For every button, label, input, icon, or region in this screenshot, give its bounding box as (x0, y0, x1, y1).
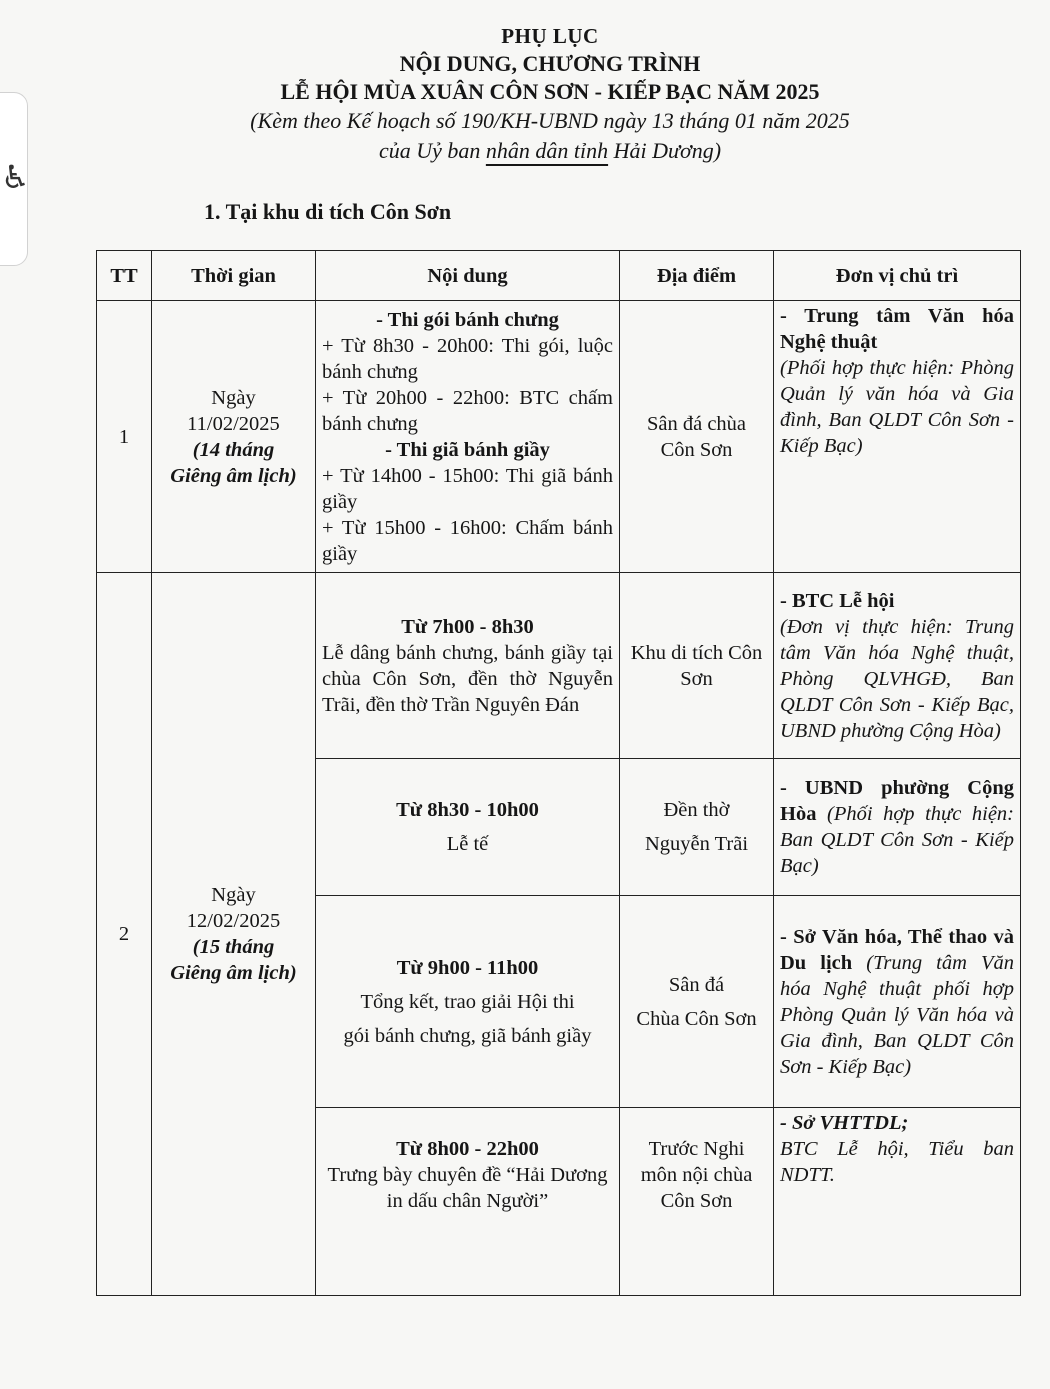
row1-content-item-4: + Từ 15h00 - 16h00: Chấm bánh giầy (322, 516, 613, 565)
row2a-unit (774, 573, 1021, 759)
row2-time-date: 12/02/2025 (186, 910, 281, 932)
row2b-unit-detail: (Phối hợp thực hiện: Ban QLDT Côn Sơn - Kiếp Bạc) (780, 803, 1014, 877)
schedule-table (96, 250, 1021, 1296)
row2c-place-b: Chùa Côn Sơn (636, 1007, 757, 1030)
row2d-text: Trưng bày chuyên đề “Hải Dương in dấu chân Người” (327, 1164, 608, 1212)
row1-tt: 1 (97, 301, 152, 573)
row2b-place-b: Nguyễn Trãi (644, 833, 749, 855)
row2c-unit (774, 896, 1021, 1108)
row2b-unit-main: - UBND phường Cộng Hòa (780, 777, 1014, 825)
row2b-place-a: Đền thờ (663, 799, 730, 821)
row2b-time: Từ 8h30 - 10h00 (396, 799, 539, 821)
row2c-text-b: gói bánh chưng, giã bánh giầy (343, 1024, 592, 1047)
row2a-unit-detail: (Đơn vị thực hiện: Trung tâm Văn hóa Nghệ thuật, Phòng QLVHGĐ, Ban QLDT Côn Sơn - Kiếp Bạc, UBND phường Cộng Hòa) (780, 615, 1014, 742)
row2c-place (620, 896, 774, 1108)
subtitle-plan: (Kèm theo Kế hoạch số 190/KH-UBND ngày 13 tháng 01 năm 2025 (250, 108, 850, 133)
row1-time-lunar-a: (14 tháng (192, 438, 275, 461)
row2d-unit (774, 1108, 1021, 1296)
row1-time-label: Ngày (211, 386, 256, 409)
subtitle-part-a: của Uỷ ban (378, 138, 486, 163)
row2a-content (316, 573, 620, 759)
row1-content-item-1: + Từ 8h30 - 20h00: Thi gói, luộc bánh chưng (322, 334, 613, 383)
section-title: 1. Tại khu di tích Côn Sơn (204, 199, 452, 224)
row2b-content (316, 759, 620, 896)
row2d-unit-detail: BTC Lễ hội, Tiểu ban NDTT. (780, 1138, 1014, 1186)
row2-tt: 2 (97, 573, 152, 1296)
subtitle-part-b: nhân dân tỉnh (485, 138, 609, 163)
row2c-place-a: Sân đá (668, 973, 725, 996)
row2d-time: Từ 8h00 - 22h00 (396, 1138, 539, 1160)
accessibility-icon: ♿︎ (1, 159, 30, 195)
row2-time-lunar-b: Giêng âm lịch) (170, 962, 297, 984)
title-content: NỘI DUNG, CHƯƠNG TRÌNH (399, 51, 701, 76)
row2d-unit-main: - Sở VHTTDL; (780, 1112, 909, 1134)
row2a-text: Lễ dâng bánh chưng, bánh giầy tại chùa Côn Sơn, đền thờ Nguyễn Trãi, đền thờ Trần Nguyên Đán (322, 641, 613, 716)
row2a-place: Khu di tích Côn Sơn (620, 573, 774, 759)
row1-unit-main: - Trung tâm Văn hóa Nghệ thuật (780, 305, 1014, 353)
row2c-time: Từ 9h00 - 11h00 (396, 956, 539, 979)
row1-content-heading-1: - Thi gói bánh chưng (376, 308, 559, 331)
row1-content-item-3: + Từ 14h00 - 15h00: Thi giã bánh giầy (322, 464, 613, 513)
row1-content (316, 301, 620, 573)
header-place: Địa điểm (620, 251, 774, 301)
row1-content-heading-2: - Thi giã bánh giầy (385, 438, 550, 461)
row2a-time: Từ 7h00 - 8h30 (401, 615, 534, 638)
row1-time-lunar-b: Giêng âm lịch) (170, 464, 297, 487)
table-row (97, 301, 1021, 573)
table-row (97, 573, 1021, 759)
row2d-place: Trước Nghi môn nội chùa Côn Sơn (620, 1108, 774, 1296)
header-time: Thời gian (152, 251, 316, 301)
row1-place: Sân đá chùa Côn Sơn (620, 301, 774, 573)
row1-time (152, 301, 316, 573)
subtitle-authority (0, 136, 1050, 166)
title-festival: LỄ HỘI MÙA XUÂN CÔN SƠN - KIẾP BẠC NĂM 2025 (280, 79, 820, 104)
table-header-row (97, 251, 1021, 301)
row2c-content (316, 896, 620, 1108)
row2a-unit-main: - BTC Lễ hội (780, 589, 895, 612)
row2-time-label: Ngày (211, 884, 256, 906)
header-content: Nội dung (316, 251, 620, 301)
row2b-place (620, 759, 774, 896)
row1-content-item-2: + Từ 20h00 - 22h00: BTC chấm bánh chưng (322, 386, 613, 435)
row2-time-lunar-a: (15 tháng (192, 936, 275, 958)
row1-unit (774, 301, 1021, 573)
header-tt: TT (97, 251, 152, 301)
document-header (0, 22, 1050, 166)
row2c-unit-main: - Sở Văn hóa, Thể thao và Du lịch (780, 925, 1014, 974)
row2d-content (316, 1108, 620, 1296)
title-appendix: PHỤ LỤC (501, 24, 599, 48)
subtitle-part-c: Hải Dương) (608, 138, 722, 163)
row1-unit-detail: (Phối hợp thực hiện: Phòng Quản lý văn hóa và Gia đình, Ban QLDT Côn Sơn - Kiếp Bạc) (780, 357, 1014, 457)
row2b-text: Lễ tế (446, 833, 489, 855)
row1-time-date: 11/02/2025 (187, 412, 280, 435)
row2-time (152, 573, 316, 1296)
row2c-text-a: Tổng kết, trao giải Hội thi (360, 990, 575, 1013)
header-unit: Đơn vị chủ trì (774, 251, 1021, 301)
row2b-unit (774, 759, 1021, 896)
row2c-unit-detail: (Trung tâm Văn hóa Nghệ thuật phối hợp Phòng Quản lý Văn hóa và Gia đình, Ban QLDT Côn Sơn - Kiếp Bạc) (780, 951, 1014, 1078)
